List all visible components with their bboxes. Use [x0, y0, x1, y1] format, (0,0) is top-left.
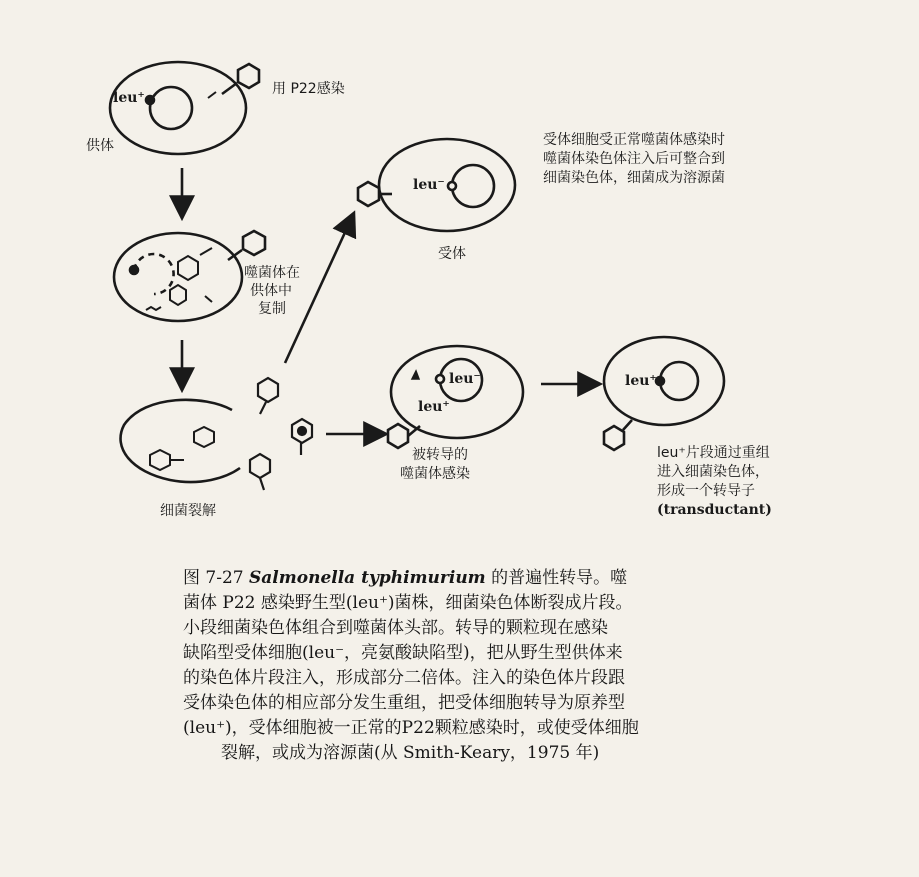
transduced-infection-line-2: 噬菌体感染: [400, 466, 470, 482]
caption-line-8: 裂解，或成为溶源菌(从 Smith-Keary，1975 年): [221, 743, 600, 763]
replicating-cell: [114, 233, 242, 321]
normal-infection-line-1: 受体细胞受正常噬菌体感染时: [543, 132, 725, 148]
normal-infection-line-2: 噬菌体染色体注入后可整合到: [543, 151, 725, 167]
lysis-label: 细菌裂解: [160, 503, 216, 519]
recipient-leu-minus-label: leu⁻: [413, 177, 445, 193]
caption-line-2: 菌体 P22 感染野生型(leu⁺)菌株，细菌染色体断裂成片段。: [183, 593, 633, 613]
transductant-cell: [604, 337, 724, 450]
caption-line-7: (leu⁺)，受体细胞被一正常的P22颗粒感染时，或使受体细胞: [183, 718, 639, 738]
recipient-label: 受体: [438, 246, 466, 262]
replication-label-line-2: 供体中: [250, 283, 292, 299]
normal-infection-line-3: 细菌染色体，细菌成为溶源菌: [543, 170, 725, 186]
caption-line-4: 缺陷型受体细胞(leu⁻，亮氨酸缺陷型)，把从野生型供体来: [183, 643, 623, 663]
caption-line-1: 的普遍性转导。噬: [491, 568, 628, 588]
caption-line-5: 的染色体片段注入，形成部分二倍体。注入的染色体片段跟: [183, 668, 625, 688]
caption-prefix: 图 7-27: [183, 568, 244, 588]
caption-line-6: 受体染色体的相应部分发生重组，把受体细胞转导为原养型: [183, 693, 625, 713]
transductant-note-line-3: 形成一个转导子: [657, 483, 755, 499]
arrow-to-recipient: [285, 215, 353, 363]
replication-label-line-3: 复制: [258, 301, 286, 317]
donor-cell: [110, 62, 246, 154]
replication-label-line-1: 噬菌体在: [244, 265, 300, 281]
transductant-note-line-2: 进入细菌染色体，: [657, 464, 769, 480]
caption-line-3: 小段细菌染色体组合到噬菌体头部。转导的颗粒现在感染: [183, 618, 608, 638]
transductant-note-line-1: leu⁺片段通过重组: [657, 445, 770, 461]
transductant-leu-plus-label: leu⁺: [625, 373, 657, 389]
transduced-leu-plus-label: leu⁺: [418, 399, 450, 415]
lysed-cell: [121, 400, 240, 482]
escaping-phage-icon: [228, 231, 265, 260]
transduced-leu-minus-label: leu⁻: [449, 371, 481, 387]
donor-leu-plus-label: leu⁺: [113, 90, 145, 106]
infect-p22-label: 用 P22感染: [272, 81, 345, 97]
transduced-infection-line-1: 被转导的: [412, 447, 468, 463]
transductant-note-line-4: (transductant): [657, 502, 772, 518]
figure-caption: [183, 566, 783, 766]
caption-species: Salmonella typhimurium: [249, 568, 486, 588]
transduced-cell: [388, 346, 523, 448]
released-phages: [250, 378, 312, 490]
donor-label: 供体: [86, 138, 114, 154]
